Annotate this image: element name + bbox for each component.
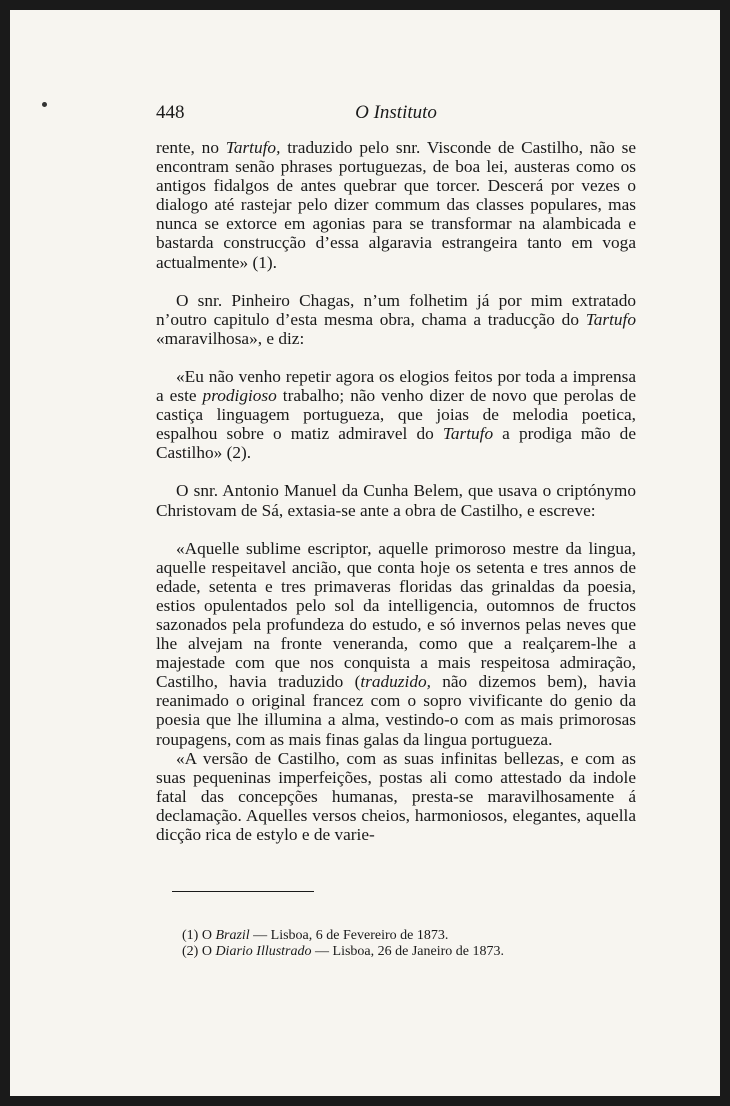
footnotes [182,928,636,960]
italic-text: Brazil [215,928,250,943]
text-run: (1) O [182,928,216,943]
paragraph [156,539,636,749]
text-run: traduzido pelo snr. Visconde de Castilho, não se encontram senão phrases portuguezas, de boa lei, austeras como os antigos fidalgos de antes quebrar que torcer. Descerá por vezes o dialogo até rastejar pelo dizer commum das classes populares, mas nunca se extorce em agonias para se transformar na alambicada e bastarda construcção d’essa algaravia estrangeira tanto em voga actualmente» (1). [156,138,636,272]
paragraph [156,367,636,462]
footnote-rule [172,891,314,892]
stray-mark [42,102,47,107]
paragraph [156,138,636,272]
italic-text: Tartufo [585,309,636,329]
text-run: — Lisboa, 26 de Janeiro de 1873. [311,944,504,959]
text-run: «Eu não venho repetir agora os elogios feitos por toda a imprensa a este [156,366,636,406]
text-run: — Lisboa, 6 de Fevereiro de 1873. [249,928,449,943]
paragraph [156,291,636,348]
italic-text: traduzido, [360,672,431,692]
paragraph [156,749,636,844]
text-run: rente, no [156,138,226,157]
text-run: O snr. Pinheiro Chagas, n’um folhetim já por mim extratado n’outro capitulo d’esta mesma obra, chama a traducção do [156,290,636,329]
text-run: trabalho; não venho dizer de novo que perolas de castiça linguagem portugueza, que joias de melodia poetica, espalhou sobre o matiz admiravel do [156,386,636,444]
body-text [156,138,636,844]
text-run: (2) O [182,944,216,959]
text-run: «A versão de Castilho, com as suas infinitas bellezas, e com as suas pequeninas imperfeições, postas ali como attestado da indole fatal das concepções humanas, presta-se maravilhosamente á declamação. Aquelles versos cheios, harmoniosos, elegantes, aquella dicção rica de estylo e de varie- [156,748,636,844]
footnote [182,944,636,960]
footnote [182,928,636,944]
italic-text: Diario Illustrado [215,944,312,959]
text-run: «maravilhosa», e diz: [156,328,305,348]
book-page [10,10,720,1096]
text-run: não dizemos bem), havia reanimado o original francez com o sopro vivificante do genio da poesia que lhe illumina a alma, vestindo-o com as mais primorosas roupagens, com as mais finas galas da lingua portugueza. [156,672,637,749]
paragraph [156,481,636,519]
running-title: O Instituto [355,102,437,123]
italic-text: Tartufo [442,424,494,444]
page-number: 448 [156,102,185,123]
text-run: a prodiga mão de Castilho» (2). [156,424,636,463]
page-header [156,102,636,126]
text-run: «Aquelle sublime escriptor, aquelle primoroso mestre da lingua, aquelle respeitavel ancião, que conta hoje os setenta e tres annos de edade, setenta e tres primaveras floridas das grinaldas da poesia, estios opulentados pelo sol da intelligencia, outomnos de fructos sazonados pela profundeza do estudo, e só invernos pelas neves que lhe alvejam na fronte veneranda, como que a realçarem-lhe a majestade com que nos conquista a mais respeitosa admiração, Castilho, havia traduzido ( [156,538,636,692]
italic-text: prodigioso [202,386,277,406]
italic-text: Tartufo, [225,138,281,157]
text-run: O snr. Antonio Manuel da Cunha Belem, que usava o criptónymo Christovam de Sá, extasia-se ante a obra de Castilho, e escreve: [156,481,636,520]
